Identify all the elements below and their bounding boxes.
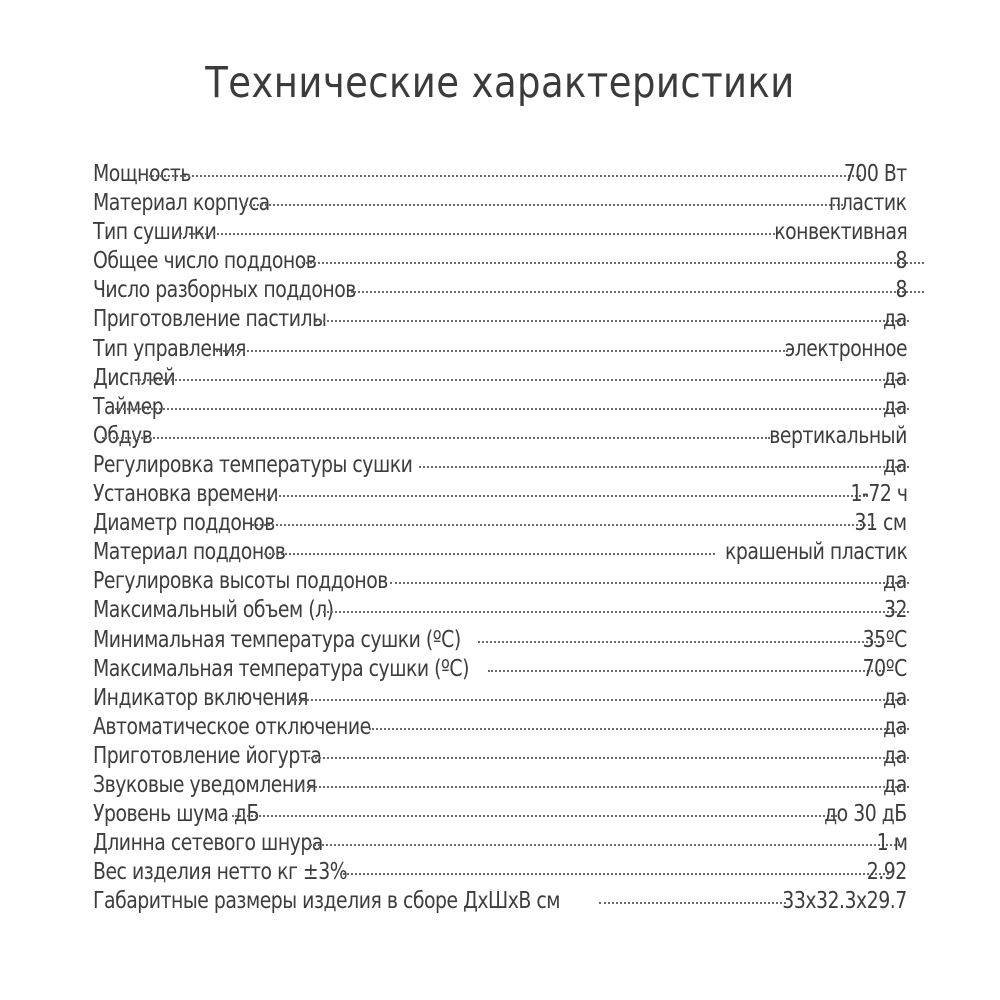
- spec-row: [93, 393, 907, 422]
- dot-leader: [216, 350, 788, 352]
- spec-row: [93, 800, 907, 829]
- spec-row: [93, 509, 907, 538]
- spec-value: 33х32.3х29.7: [782, 888, 907, 915]
- spec-label: Установка времени: [93, 481, 279, 508]
- spec-value: конвективная: [773, 219, 907, 246]
- spec-label: Вес изделия нетто кг ±3%: [93, 859, 348, 886]
- dot-leader: [256, 495, 868, 497]
- dot-leader: [478, 641, 883, 643]
- spec-value: да: [883, 306, 907, 333]
- spec-value: да: [883, 393, 907, 420]
- spec-row: [93, 189, 907, 218]
- dot-leader: [264, 553, 715, 555]
- spec-value: да: [883, 568, 907, 595]
- dot-leader: [351, 291, 924, 293]
- spec-value: да: [883, 451, 907, 478]
- dot-leader: [292, 699, 909, 701]
- spec-row: [93, 247, 907, 276]
- spec-label: Приготовление пастилы: [93, 306, 327, 333]
- spec-value: 8: [895, 248, 907, 275]
- spec-label: Габаритные размеры изделия в сборе ДхШхВ см: [93, 888, 560, 915]
- spec-label: Автоматическое отключение: [93, 713, 371, 740]
- dot-leader: [315, 320, 909, 322]
- spec-label: Материал поддонов: [93, 539, 286, 566]
- spec-value: электронное: [784, 335, 907, 362]
- spec-value: да: [883, 742, 907, 769]
- spec-row: [93, 364, 907, 393]
- spec-row: [93, 596, 907, 625]
- spec-label: Приготовление йогурта: [93, 742, 322, 769]
- spec-row: [93, 771, 907, 800]
- spec-value: вертикальный: [769, 422, 907, 449]
- spec-label: Обдув: [93, 422, 153, 449]
- spec-row: [93, 655, 907, 684]
- spec-value: 70ºС: [862, 655, 907, 682]
- spec-value: да: [883, 364, 907, 391]
- spec-row: [93, 626, 907, 655]
- dot-leader: [232, 815, 837, 817]
- dot-leader: [245, 204, 843, 206]
- spec-row: [93, 305, 907, 334]
- spec-value: пластик: [829, 190, 907, 217]
- spec-label: Длинна сетевого шнура: [93, 830, 323, 857]
- spec-label: Мощность: [93, 161, 191, 187]
- spec-row: [93, 335, 907, 364]
- dot-leader: [369, 728, 909, 730]
- spec-row: [93, 829, 907, 858]
- dot-leader: [302, 786, 908, 788]
- dot-leader: [302, 262, 923, 264]
- dot-leader: [340, 873, 889, 875]
- spec-value: да: [883, 684, 907, 711]
- dot-leader: [102, 437, 769, 439]
- spec-value: 1 м: [876, 830, 907, 857]
- spec-label: Минимальная температура сушки (ºС): [93, 626, 461, 653]
- spec-row: [93, 451, 907, 480]
- dot-leader: [419, 466, 908, 468]
- dot-leader: [149, 175, 860, 177]
- spec-value: да: [883, 771, 907, 798]
- spec-label: Таймер: [93, 393, 164, 420]
- spec-value: 2.92: [866, 859, 907, 886]
- page-title: Технические характеристики: [205, 58, 795, 108]
- spec-label: Тип управления: [93, 335, 246, 362]
- spec-value: до 30 дБ: [824, 801, 907, 828]
- spec-value: 31 см: [854, 510, 907, 537]
- spec-row: [93, 422, 907, 451]
- spec-value: 35ºС: [862, 626, 907, 653]
- dot-leader: [130, 379, 909, 381]
- spec-value: 700 Вт: [844, 161, 907, 187]
- spec-label: Число разборных поддонов: [93, 277, 356, 304]
- spec-label: Индикатор включения: [93, 684, 308, 711]
- spec-row: [93, 160, 907, 189]
- spec-list: [93, 160, 907, 916]
- spec-row: [93, 567, 907, 596]
- spec-row: [93, 480, 907, 509]
- spec-label: Максимальная температура сушки (ºС): [93, 655, 469, 682]
- spec-value: крашеный пластик: [724, 539, 907, 566]
- spec-value: 1-72 ч: [850, 481, 907, 508]
- spec-label: Уровень шума дБ: [93, 801, 259, 828]
- spec-value: 8: [895, 277, 907, 304]
- spec-row: [93, 887, 907, 916]
- dot-leader: [252, 524, 874, 526]
- dot-leader: [115, 408, 908, 410]
- spec-value: 32: [883, 597, 907, 624]
- spec-row: [93, 713, 907, 742]
- spec-value: да: [883, 713, 907, 740]
- spec-label: Звуковые уведомления: [93, 771, 317, 798]
- spec-row: [93, 538, 907, 567]
- spec-row: [93, 276, 907, 305]
- dot-leader: [310, 844, 900, 846]
- dot-leader: [599, 902, 786, 904]
- spec-label: Регулировка температуры сушки: [93, 451, 413, 478]
- dot-leader: [323, 611, 909, 613]
- dot-leader: [180, 233, 775, 235]
- spec-label: Материал корпуса: [93, 190, 270, 217]
- spec-label: Дисплей: [93, 364, 176, 391]
- spec-label: Общее число поддонов: [93, 248, 317, 275]
- spec-row: [93, 858, 907, 887]
- dot-leader: [390, 582, 909, 584]
- dot-leader: [488, 670, 883, 672]
- spec-row: [93, 742, 907, 771]
- spec-label: Максимальный объем (л): [93, 597, 334, 624]
- spec-row: [93, 684, 907, 713]
- spec-label: Регулировка высоты поддонов: [93, 568, 388, 595]
- spec-row: [93, 218, 907, 247]
- dot-leader: [308, 757, 908, 759]
- spec-label: Диаметр поддонов: [93, 510, 275, 537]
- spec-label: Тип сушилки: [93, 219, 217, 246]
